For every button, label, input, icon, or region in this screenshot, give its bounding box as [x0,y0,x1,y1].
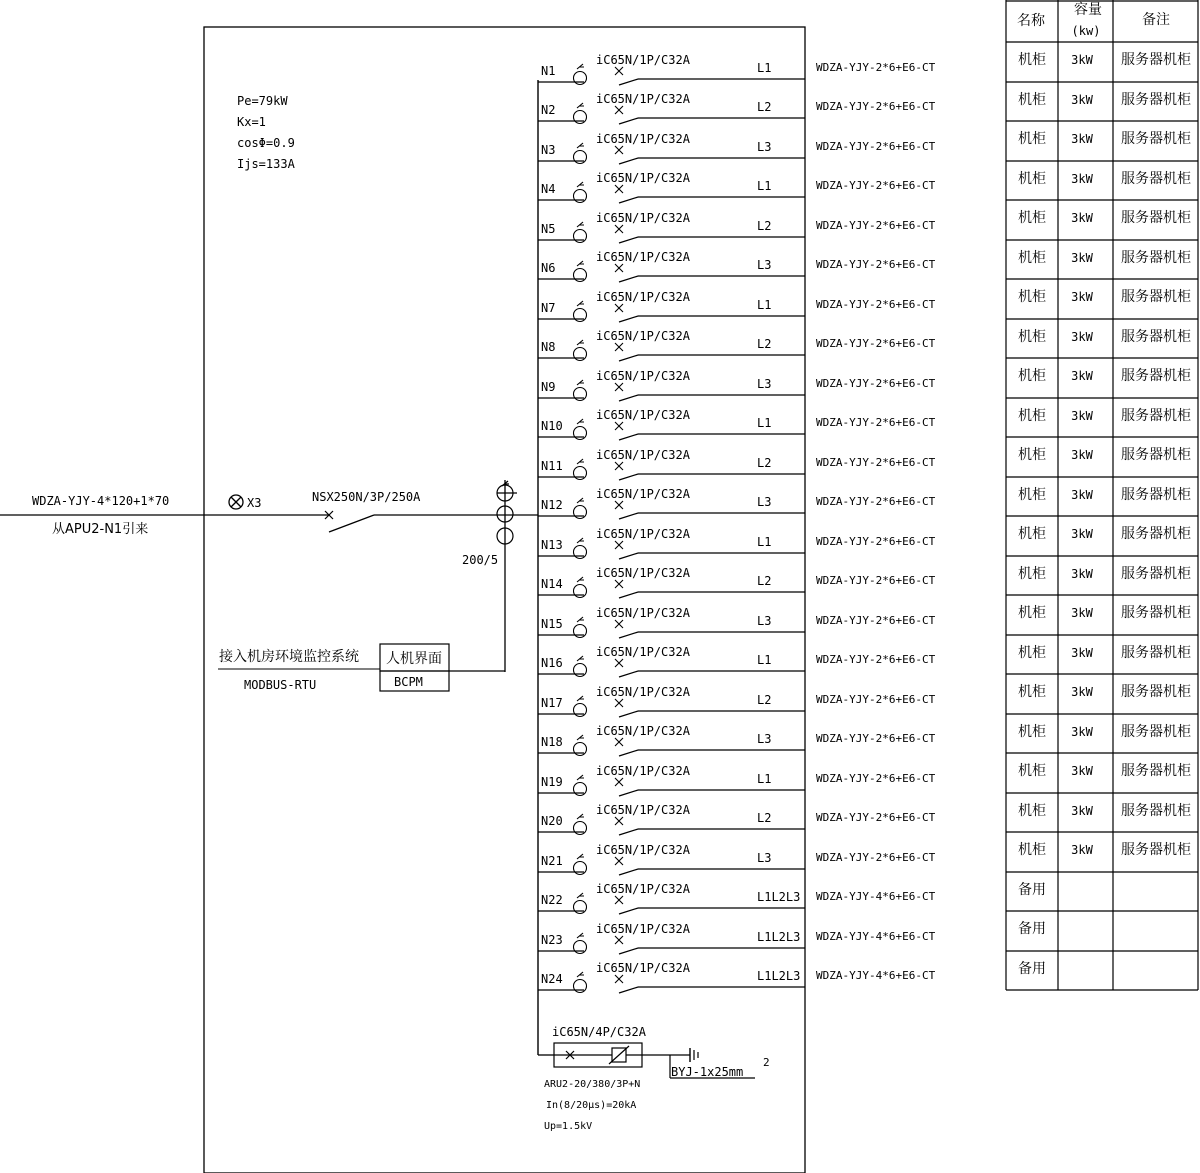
circuit-id: N5 [541,222,556,236]
circuit-phase: L1 [757,298,772,312]
schedule-table [1006,0,1198,990]
circuit-row [538,329,936,361]
table-cell-capacity: 3kW [1071,330,1093,344]
table-cell-remark: 服务器机柜 [1121,645,1191,661]
table-row [1018,683,1191,700]
table-row [1018,51,1191,68]
circuit-row [538,132,936,164]
circuit-row [538,645,936,677]
table-cell-remark: 服务器机柜 [1121,250,1191,266]
circuit-id: N4 [541,182,556,196]
circuit-row [538,290,936,322]
circuit-phase: L1L2L3 [757,890,801,904]
circuit-breaker: iC65N/1P/C32A [596,369,690,383]
circuit-cable: WDZA-YJY-2*6+E6-CT [816,851,936,864]
table-cell-remark: 服务器机柜 [1121,368,1191,384]
table-row [1018,130,1191,147]
circuit-id: N17 [541,696,563,710]
circuit-cable: WDZA-YJY-2*6+E6-CT [816,614,936,627]
circuit-cable: WDZA-YJY-2*6+E6-CT [816,653,936,666]
circuit-id: N14 [541,577,563,591]
table-row [1018,565,1191,582]
circuit-row [538,408,936,440]
circuit-cable: WDZA-YJY-2*6+E6-CT [816,456,936,469]
circuit-phase: L2 [757,337,772,351]
table-cell-capacity: 3kW [1071,448,1093,462]
circuit-breaker: iC65N/1P/C32A [596,843,690,857]
table-cell-name: 备用 [1018,921,1046,937]
table-header-name: 名称 [1017,13,1045,29]
circuit-id: N21 [541,854,563,868]
table-cell-name: 机柜 [1018,803,1046,819]
table-header-capacity-unit: (kw) [1071,24,1101,38]
table-cell-name: 机柜 [1018,408,1046,424]
circuit-cable: WDZA-YJY-2*6+E6-CT [816,100,936,113]
table-row [1018,882,1046,898]
table-header-capacity: 容量 [1074,2,1102,18]
circuit-row [538,685,936,717]
table-cell-name: 备用 [1018,961,1046,977]
table-cell-remark: 服务器机柜 [1121,487,1191,503]
param-pe: Pe=79kW [237,94,288,108]
table-row [1018,367,1191,384]
table-cell-capacity: 3kW [1071,290,1093,304]
table-cell-capacity: 3kW [1071,409,1093,423]
table-cell-capacity: 3kW [1071,685,1093,699]
table-row [1018,604,1191,621]
spd-ground-sup: 2 [763,1056,770,1069]
table-cell-remark: 服务器机柜 [1121,329,1191,345]
circuit-row [538,171,936,203]
circuit-phase: L3 [757,140,772,154]
circuit-cable: WDZA-YJY-2*6+E6-CT [816,377,936,390]
table-row [1018,209,1191,226]
circuit-row [538,922,936,954]
table-cell-name: 机柜 [1018,329,1046,345]
table-cell-name: 机柜 [1018,289,1046,305]
circuit-breaker: iC65N/1P/C32A [596,290,690,304]
circuit-cable: WDZA-YJY-2*6+E6-CT [816,574,936,587]
table-cell-remark: 服务器机柜 [1121,52,1191,68]
circuit-id: N24 [541,972,563,986]
circuit-row [538,487,936,519]
circuit-breaker: iC65N/1P/C32A [596,132,690,146]
incoming-source: 从APU2-N1引来 [52,522,149,537]
circuit-breaker: iC65N/1P/C32A [596,408,690,422]
circuit-phase: L1 [757,179,772,193]
table-row [1018,723,1191,740]
circuit-breaker: iC65N/1P/C32A [596,685,690,699]
table-cell-name: 机柜 [1018,763,1046,779]
modbus-label: MODBUS-RTU [244,678,317,692]
circuit-id: N23 [541,933,563,947]
circuit-id: N10 [541,419,563,433]
table-cell-capacity: 3kW [1071,251,1093,265]
circuit-breaker: iC65N/1P/C32A [596,645,690,659]
circuit-id: N8 [541,340,556,354]
circuit-row [538,764,936,796]
table-cell-name: 机柜 [1018,645,1046,661]
table-cell-capacity: 3kW [1071,646,1093,660]
table-cell-remark: 服务器机柜 [1121,210,1191,226]
hmi-label: 人机界面 [386,651,442,667]
table-cell-capacity: 3kW [1071,606,1093,620]
circuit-cable: WDZA-YJY-2*6+E6-CT [816,535,936,548]
circuit-id: N16 [541,656,563,670]
circuit-breaker: iC65N/1P/C32A [596,487,690,501]
table-cell-name: 机柜 [1018,684,1046,700]
circuit-phase: L1 [757,61,772,75]
circuit-phase: L1L2L3 [757,969,801,983]
circuit-id: N1 [541,64,556,78]
param-cos: cosΦ=0.9 [237,136,295,150]
monitor-system-label: 接入机房环境监控系统 [219,649,359,665]
spd-breaker-label: iC65N/4P/C32A [552,1025,646,1039]
main-breaker-label: NSX250N/3P/250A [312,490,421,504]
circuit-phase: L3 [757,377,772,391]
table-row [1018,486,1191,503]
circuit-phase: L2 [757,574,772,588]
circuit-row [538,369,936,401]
circuit-breaker: iC65N/1P/C32A [596,53,690,67]
circuit-cable: WDZA-YJY-2*6+E6-CT [816,416,936,429]
table-cell-capacity: 3kW [1071,567,1093,581]
table-cell-name: 机柜 [1018,368,1046,384]
circuit-row [538,606,936,638]
table-cell-capacity: 3kW [1071,725,1093,739]
table-cell-name: 机柜 [1018,566,1046,582]
circuit-id: N20 [541,814,563,828]
table-row [1018,328,1191,345]
circuit-breaker: iC65N/1P/C32A [596,171,690,185]
table-cell-remark: 服务器机柜 [1121,605,1191,621]
table-cell-name: 机柜 [1018,92,1046,108]
spd-model: ARU2-20/380/3P+N [544,1079,641,1090]
table-row [1018,407,1191,424]
table-cell-name: 机柜 [1018,526,1046,542]
table-cell-name: 机柜 [1018,250,1046,266]
param-kx: Kx=1 [237,115,266,129]
circuit-phase: L1L2L3 [757,930,801,944]
circuit-row [538,843,936,875]
circuit-cable: WDZA-YJY-2*6+E6-CT [816,693,936,706]
circuit-id: N18 [541,735,563,749]
circuit-id: N19 [541,775,563,789]
spd-ground-cable: BYJ-1x25mm [671,1065,744,1079]
circuit-row [538,53,936,85]
circuit-phase: L2 [757,219,772,233]
circuit-cable: WDZA-YJY-2*6+E6-CT [816,258,936,271]
circuit-cable: WDZA-YJY-2*6+E6-CT [816,772,936,785]
circuit-id: N15 [541,617,563,631]
table-cell-remark: 服务器机柜 [1121,763,1191,779]
circuit-phase: L1 [757,772,772,786]
spd-in: In(8/20μs)=20kA [546,1100,637,1111]
table-cell-remark: 服务器机柜 [1121,171,1191,187]
circuit-phase: L2 [757,100,772,114]
circuit-phase: L2 [757,456,772,470]
circuit-cable: WDZA-YJY-2*6+E6-CT [816,140,936,153]
circuit-cable: WDZA-YJY-4*6+E6-CT [816,969,936,982]
circuit-cable: WDZA-YJY-2*6+E6-CT [816,61,936,74]
table-cell-capacity: 3kW [1071,93,1093,107]
table-cell-remark: 服务器机柜 [1121,526,1191,542]
circuit-id: N9 [541,380,556,394]
table-cell-capacity: 3kW [1071,172,1093,186]
circuit-breaker: iC65N/1P/C32A [596,527,690,541]
circuit-breaker: iC65N/1P/C32A [596,448,690,462]
table-cell-name: 机柜 [1018,171,1046,187]
current-transformer-icon [497,480,517,672]
circuit-id: N12 [541,498,563,512]
table-row [1018,288,1191,305]
circuit-id: N2 [541,103,556,117]
param-ijs: Ijs=133A [237,157,295,171]
circuit-row [538,961,936,993]
table-cell-name: 机柜 [1018,131,1046,147]
circuit-breaker: iC65N/1P/C32A [596,961,690,975]
table-cell-name: 机柜 [1018,210,1046,226]
table-cell-name: 机柜 [1018,487,1046,503]
circuit-cable: WDZA-YJY-4*6+E6-CT [816,890,936,903]
table-row [1018,644,1191,661]
table-cell-capacity: 3kW [1071,369,1093,383]
table-cell-remark: 服务器机柜 [1121,566,1191,582]
circuit-phase: L1 [757,416,772,430]
table-cell-name: 机柜 [1018,724,1046,740]
table-row [1018,446,1191,463]
circuit-cable: WDZA-YJY-2*6+E6-CT [816,298,936,311]
indicator-lamp-icon [229,495,243,509]
table-cell-capacity: 3kW [1071,132,1093,146]
circuit-phase: L3 [757,732,772,746]
table-row [1018,525,1191,542]
circuit-cable: WDZA-YJY-2*6+E6-CT [816,219,936,232]
table-cell-remark: 服务器机柜 [1121,684,1191,700]
circuit-row [538,803,936,835]
ct-ratio: 200/5 [462,553,499,567]
table-cell-name: 机柜 [1018,447,1046,463]
table-cell-remark: 服务器机柜 [1121,724,1191,740]
circuit-breaker: iC65N/1P/C32A [596,606,690,620]
incoming-cable: WDZA-YJY-4*120+1*70 [32,494,170,508]
circuit-id: N11 [541,459,563,473]
circuit-phase: L3 [757,258,772,272]
table-cell-remark: 服务器机柜 [1121,803,1191,819]
table-cell-remark: 服务器机柜 [1121,92,1191,108]
circuit-row [538,882,936,914]
circuit-phase: L1 [757,653,772,667]
table-cell-name: 备用 [1018,882,1046,898]
circuit-id: N3 [541,143,556,157]
table-row [1018,91,1191,108]
table-cell-capacity: 3kW [1071,804,1093,818]
table-cell-capacity: 3kW [1071,843,1093,857]
circuit-phase: L2 [757,811,772,825]
table-cell-capacity: 3kW [1071,527,1093,541]
table-cell-capacity: 3kW [1071,764,1093,778]
lamp-label: X3 [247,496,262,510]
circuit-cable: WDZA-YJY-2*6+E6-CT [816,179,936,192]
circuit-breaker: iC65N/1P/C32A [596,803,690,817]
circuit-cable: WDZA-YJY-2*6+E6-CT [816,811,936,824]
table-row [1018,170,1191,187]
table-cell-name: 机柜 [1018,605,1046,621]
circuit-row [538,211,936,243]
circuit-breaker: iC65N/1P/C32A [596,724,690,738]
circuit-breaker: iC65N/1P/C32A [596,250,690,264]
circuit-phase: L2 [757,693,772,707]
circuit-cable: WDZA-YJY-2*6+E6-CT [816,337,936,350]
circuit-breaker: iC65N/1P/C32A [596,92,690,106]
table-row [1018,802,1191,819]
table-row [1018,921,1046,937]
circuit-row [538,448,936,480]
circuit-row [538,527,936,559]
table-cell-remark: 服务器机柜 [1121,408,1191,424]
circuit-cable: WDZA-YJY-4*6+E6-CT [816,930,936,943]
circuit-breaker: iC65N/1P/C32A [596,922,690,936]
table-cell-remark: 服务器机柜 [1121,447,1191,463]
table-cell-name: 机柜 [1018,52,1046,68]
circuit-row [538,724,936,756]
circuit-phase: L3 [757,614,772,628]
circuit-phase: L1 [757,535,772,549]
circuit-row [538,92,936,124]
table-row [1018,841,1191,858]
circuit-id: N22 [541,893,563,907]
circuit-breaker: iC65N/1P/C32A [596,882,690,896]
table-header-remark: 备注 [1142,12,1170,28]
circuit-id: N6 [541,261,556,275]
table-cell-name: 机柜 [1018,842,1046,858]
circuit-breaker: iC65N/1P/C32A [596,764,690,778]
table-cell-capacity: 3kW [1071,488,1093,502]
table-cell-remark: 服务器机柜 [1121,131,1191,147]
circuit-breaker: iC65N/1P/C32A [596,566,690,580]
table-row [1018,762,1191,779]
table-cell-remark: 服务器机柜 [1121,289,1191,305]
circuit-breaker: iC65N/1P/C32A [596,329,690,343]
table-cell-capacity: 3kW [1071,211,1093,225]
bcpm-label: BCPM [394,675,423,689]
table-cell-remark: 服务器机柜 [1121,842,1191,858]
circuit-cable: WDZA-YJY-2*6+E6-CT [816,732,936,745]
circuit-phase: L3 [757,495,772,509]
circuit-row [538,566,936,598]
circuit-row [538,250,936,282]
circuit-id: N7 [541,301,556,315]
table-cell-capacity: 3kW [1071,53,1093,67]
circuit-id: N13 [541,538,563,552]
circuit-phase: L3 [757,851,772,865]
table-row [1018,961,1046,977]
table-row [1018,249,1191,266]
spd-up: Up=1.5kV [544,1121,593,1132]
circuit-breaker: iC65N/1P/C32A [596,211,690,225]
circuit-cable: WDZA-YJY-2*6+E6-CT [816,495,936,508]
outgoing-circuits [538,53,936,993]
